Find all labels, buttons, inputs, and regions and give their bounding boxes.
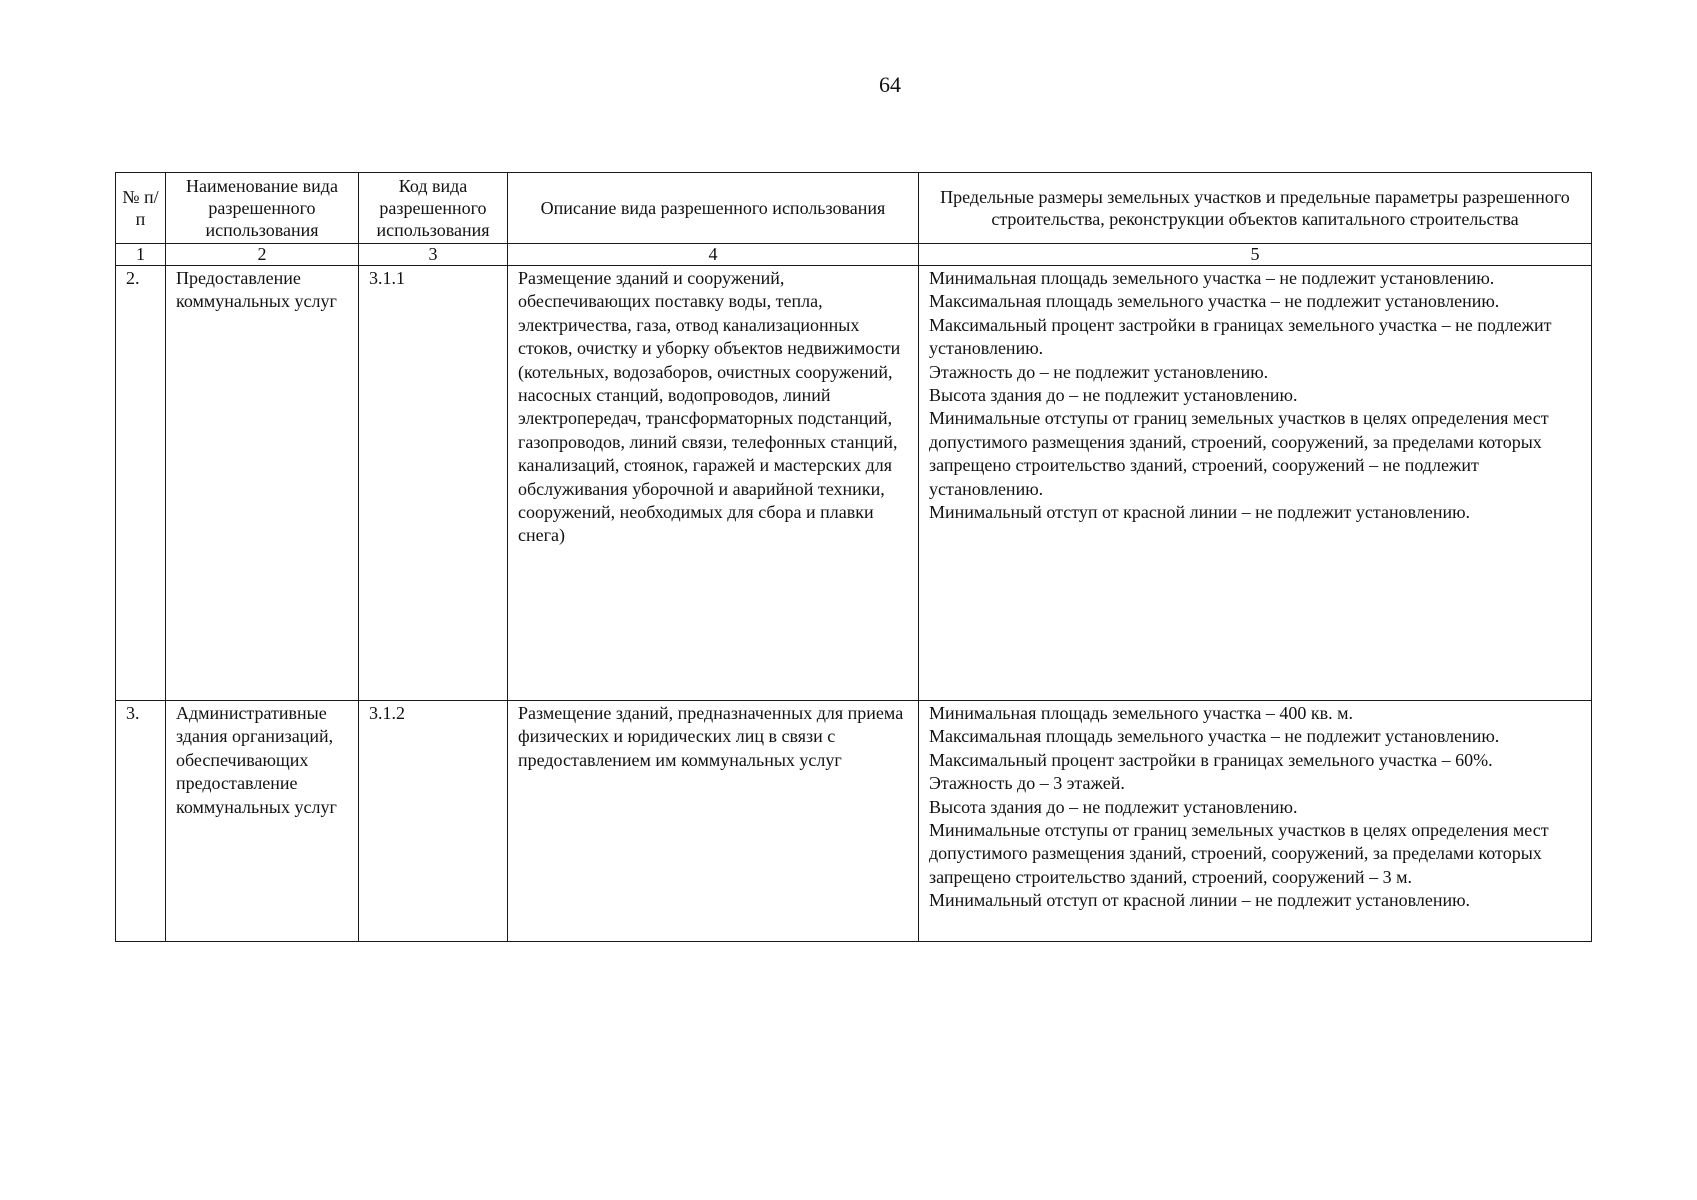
parameter-line: Этажность до – не подлежит установлению. xyxy=(929,361,1269,382)
column-number: 1 xyxy=(116,244,166,266)
parameter-line: Минимальный отступ от красной линии – не подлежит установлению. xyxy=(929,502,1471,523)
parameter-line: Максимальная площадь земельного участка – не подлежит установлению. xyxy=(929,291,1500,312)
use-name: Предоставление коммунальных услуг xyxy=(166,266,359,701)
use-parameters xyxy=(919,266,1592,701)
header-parameters: Предельные размеры земельных участков и предельные параметры разрешенного строительства, реконструкции объектов капитального строительства xyxy=(919,173,1592,244)
header-use-name: Наименование вида разрешенного использования xyxy=(166,173,359,244)
use-code: 3.1.2 xyxy=(359,701,508,942)
use-code: 3.1.1 xyxy=(359,266,508,701)
parameter-line: Минимальный отступ от красной линии – не подлежит установлению. xyxy=(929,890,1471,911)
row-number: 3. xyxy=(116,701,166,942)
parameter-line: Высота здания до – не подлежит установлению. xyxy=(929,385,1298,406)
column-number-row xyxy=(116,244,1592,266)
column-number: 5 xyxy=(919,244,1592,266)
parameter-line: Минимальная площадь земельного участка – не подлежит установлению. xyxy=(929,268,1495,288)
parameter-line: Этажность до – 3 этажей. xyxy=(929,773,1125,794)
row-number: 2. xyxy=(116,266,166,701)
column-number: 4 xyxy=(508,244,919,266)
use-description: Размещение зданий, предназначенных для приема физических и юридических лиц в связи с предоставлением им коммунальных услуг xyxy=(508,701,919,942)
header-use-description: Описание вида разрешенного использования xyxy=(508,173,919,244)
use-parameters xyxy=(919,701,1592,942)
column-number: 2 xyxy=(166,244,359,266)
column-number: 3 xyxy=(359,244,508,266)
parameter-line: Минимальная площадь земельного участка – 400 кв. м. xyxy=(929,703,1353,723)
parameter-line: Высота здания до – не подлежит установлению. xyxy=(929,796,1298,817)
permitted-use-table xyxy=(115,172,1592,942)
use-name: Административные здания организаций, обеспечивающих предоставление коммунальных услуг xyxy=(166,701,359,942)
table-header-row xyxy=(116,173,1592,244)
parameter-line: Максимальный процент застройки в границах земельного участка – не подлежит установлению. xyxy=(929,314,1552,359)
parameter-line: Максимальная площадь земельного участка – не подлежит установлению. xyxy=(929,726,1500,747)
parameter-line: Минимальные отступы от границ земельных участков в целях определения мест допустимого размещения зданий, строений, сооружений, за пределами которых запрещено строительство зданий, строений, сооружений – 3 м. xyxy=(929,820,1549,887)
header-number: № п/п xyxy=(116,173,166,244)
table-row xyxy=(116,266,1592,701)
table-row xyxy=(116,701,1592,942)
parameter-line: Минимальные отступы от границ земельных участков в целях определения мест допустимого размещения зданий, строений, сооружений, за пределами которых запрещено строительство зданий, строений, сооружений – не подлежит установлению. xyxy=(929,408,1549,499)
header-use-code: Код вида разрешенного использования xyxy=(359,173,508,244)
page-number: 64 xyxy=(879,72,901,97)
parameter-line: Максимальный процент застройки в границах земельного участка – 60%. xyxy=(929,749,1493,770)
use-description: Размещение зданий и сооружений, обеспечивающих поставку воды, тепла, электричества, газа, отвод канализационных стоков, очистку и уборку объектов недвижимости (котельных, водозаборов, очистных сооружений, насосных станций, водопроводов, линий электропередач, трансформаторных подстанций, газопроводов, линий связи, телефонных станций, канализаций, стоянок, гаражей и мастерских для обслуживания уборочной и аварийной техники, сооружений, необходимых для сбора и плавки снега) xyxy=(508,266,919,701)
